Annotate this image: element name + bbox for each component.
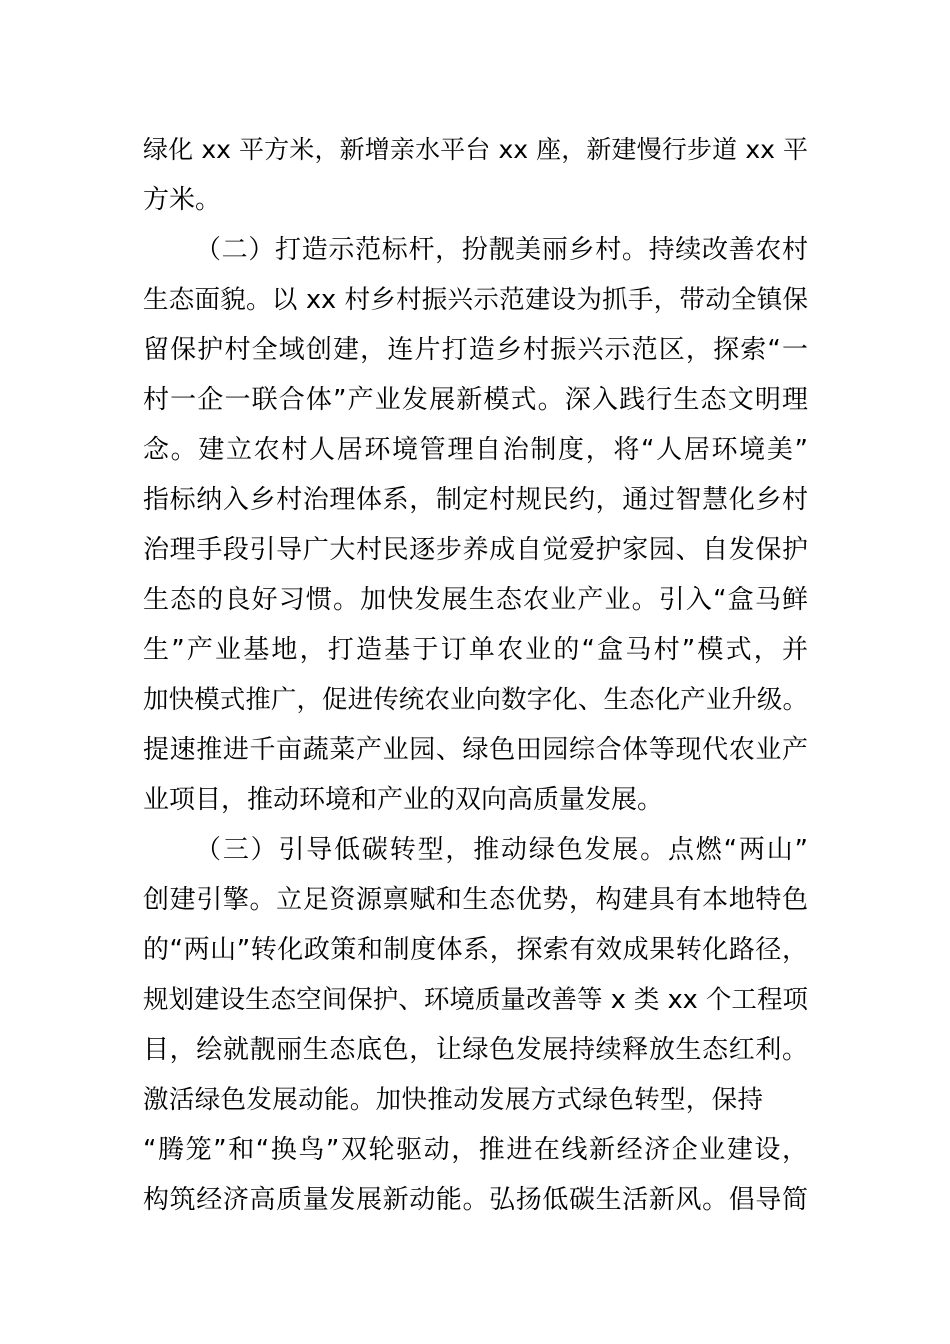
paragraph-line: 业项目，推动环境和产业的双向高质量发展。	[143, 785, 664, 815]
paragraph-line: 方米。	[143, 185, 222, 215]
paragraph-heading-line: （三）引导低碳转型，推动绿色发展。点燃“两山”	[195, 835, 808, 865]
paragraph-line: 留保护村全域创建，连片打造乡村振兴示范区，探索“一	[143, 335, 808, 365]
paragraph-line: 加快模式推广，促进传统农业向数字化、生态化产业升级。	[143, 685, 808, 715]
paragraph-line: 念。建立农村人居环境管理自治制度，将“人居环境美”	[143, 435, 808, 465]
paragraph-line: 生”产业基地，打造基于订单农业的“盒马村”模式，并	[143, 635, 808, 665]
paragraph-line: 创建引擎。立足资源禀赋和生态优势，构建具有本地特色	[143, 885, 808, 915]
paragraph-line: 治理手段引导广大村民逐步养成自觉爱护家园、自发保护	[143, 535, 808, 565]
paragraph-line: “腾笼”和“换鸟”双轮驱动，推进在线新经济企业建设，	[143, 1135, 808, 1165]
paragraph-line: 规划建设生态空间保护、环境质量改善等 x 类 xx 个工程项	[143, 985, 808, 1015]
paragraph-line: 村一企一联合体”产业发展新模式。深入践行生态文明理	[143, 385, 808, 415]
paragraph-line: 提速推进千亩蔬菜产业园、绿色田园综合体等现代农业产	[143, 735, 808, 765]
paragraph-line: 的“两山”转化政策和制度体系，探索有效成果转化路径，	[143, 935, 808, 965]
paragraph-line: 指标纳入乡村治理体系，制定村规民约，通过智慧化乡村	[143, 485, 808, 515]
paragraph-line: 生态面貌。以 xx 村乡村振兴示范建设为抓手，带动全镇保	[143, 285, 808, 315]
paragraph-line: 构筑经济高质量发展新动能。弘扬低碳生活新风。倡导简	[143, 1185, 808, 1215]
paragraph-line: 绿化 xx 平方米，新增亲水平台 xx 座，新建慢行步道 xx 平	[143, 135, 808, 164]
paragraph-line: 目，绘就靓丽生态底色，让绿色发展持续释放生态红利。	[143, 1035, 808, 1065]
paragraph-heading-line: （二）打造示范标杆，扮靓美丽乡村。持续改善农村	[195, 235, 808, 265]
paragraph-line: 激活绿色发展动能。加快推动发展方式绿色转型，保持	[143, 1085, 763, 1115]
paragraph-line: 生态的良好习惯。加快发展生态农业产业。引入“盒马鲜	[143, 585, 808, 615]
